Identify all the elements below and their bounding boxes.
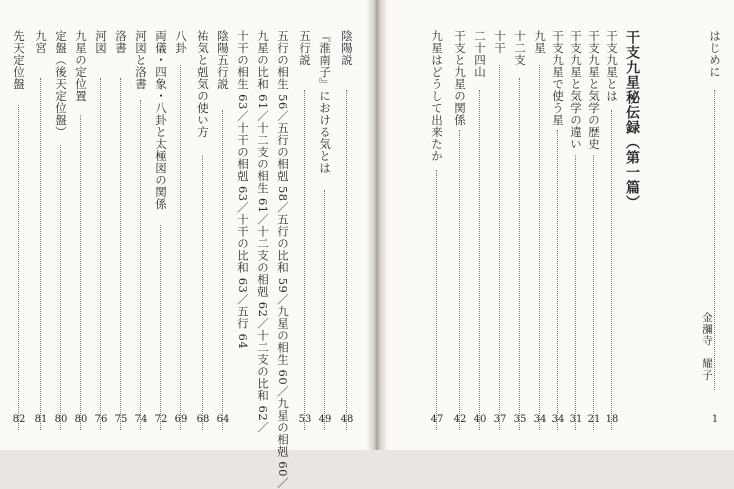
toc-entry [567, 30, 585, 445]
toc-entry [52, 30, 70, 445]
toc-intro-title: はじめに [708, 30, 722, 78]
toc-subentry [274, 30, 292, 489]
toc-leader [539, 65, 540, 430]
toc-leader [202, 155, 203, 430]
toc-entry-label: 先天定位盤 [12, 30, 26, 90]
toc-page-number: 76 [94, 414, 108, 425]
toc-entry-label: 干支九星とは [605, 30, 619, 102]
toc-page-number: 21 [587, 414, 601, 425]
toc-page-number: 64 [216, 414, 230, 425]
toc-entry [10, 30, 28, 445]
toc-section-title [623, 30, 641, 445]
toc-entry-label: 河図 [94, 30, 108, 54]
toc-entry [316, 30, 334, 445]
toc-page-number: 37 [493, 414, 507, 425]
toc-leader [346, 90, 347, 430]
author-name: 金瀰寺 耀子 [701, 312, 713, 381]
toc-entry-label: 干支九星と気学の違い [569, 30, 583, 150]
toc-entry-label: 洛書 [114, 30, 128, 54]
toc-page-number: 69 [174, 414, 188, 425]
toc-page-number: 82 [12, 414, 26, 425]
toc-subentry-label: 九星の比和 61／十二支の相生 61／十二支の相剋 62／十二支の比和 62／ [256, 30, 270, 434]
toc-entry-label: 陰陽五行説 [216, 30, 230, 90]
toc-entry-label: 九星はどうして出来たか [430, 30, 444, 162]
toc-entry [585, 30, 603, 445]
toc-page-number: 35 [513, 414, 527, 425]
toc-entry-label: 十干 [493, 30, 507, 54]
toc-entry-label: 十二支 [513, 30, 527, 66]
toc-page-number: 40 [473, 414, 487, 425]
toc-entry-label: 両儀・四象・八卦と太極図の関係 [154, 30, 168, 210]
toc-leader [80, 115, 81, 430]
toc-entry [92, 30, 110, 445]
toc-page-number: 80 [54, 414, 68, 425]
toc-entry [428, 30, 446, 445]
toc-page-number: 34 [551, 414, 565, 425]
toc-entry [32, 30, 50, 445]
toc-entry-label: 河図と洛書 [134, 30, 148, 90]
toc-entry [194, 30, 212, 445]
toc-entry-label: 九星の定位置 [74, 30, 88, 102]
toc-leader [519, 78, 520, 430]
toc-leader [160, 225, 161, 430]
toc-entry [451, 30, 469, 445]
toc-author [700, 312, 718, 402]
toc-entry [471, 30, 489, 445]
toc-entry [511, 30, 529, 445]
toc-entry-label: 二十四山 [473, 30, 487, 78]
toc-entry-label: 干支九星と気学の歴史 [587, 30, 601, 150]
toc-entry-label: 祐気と剋気の使い方 [196, 30, 210, 138]
toc-entry [214, 30, 232, 445]
toc-page-number: 34 [533, 414, 547, 425]
toc-page-number: 81 [34, 414, 48, 425]
toc-page-number: 42 [453, 414, 467, 425]
toc-entry [549, 30, 567, 445]
toc-entry [72, 30, 90, 445]
toc-leader [324, 190, 325, 430]
toc-page-number: 75 [114, 414, 128, 425]
toc-page-number: 53 [298, 414, 312, 425]
toc-subentry [234, 30, 252, 445]
toc-subentry-label: 十干の相生 63／十干の相剋 63／十干の比和 63／五行 64 [236, 30, 250, 350]
toc-entry [491, 30, 509, 445]
toc-entry [112, 30, 130, 445]
toc-leader [499, 65, 500, 430]
toc-page-number: 74 [134, 414, 148, 425]
toc-entry [603, 30, 621, 445]
toc-entry-label: 干支九星で使う星 [551, 30, 565, 126]
toc-page-number: 48 [340, 414, 354, 425]
toc-leader [575, 155, 576, 430]
toc-entry-label: 『淮南子』における気とは [318, 30, 332, 174]
toc-page-number: 72 [154, 414, 168, 425]
toc-page-number: 31 [569, 414, 583, 425]
toc-leader [60, 145, 61, 430]
toc-leader [611, 110, 612, 430]
toc-leader [436, 170, 437, 430]
toc-page-number: 80 [74, 414, 88, 425]
toc-entry-label: 五行説 [298, 30, 312, 66]
toc-leader [18, 105, 19, 430]
toc-leader [459, 130, 460, 430]
section-title: 干支九星秘伝録（第一篇） [624, 30, 640, 210]
toc-subentry [254, 30, 272, 445]
toc-entry [152, 30, 170, 445]
toc-page-number: 47 [430, 414, 444, 425]
toc-subentry-label: 五行の相生 56／五行の相剋 58／五行の比和 59／九星の相生 60／九星の相剋 60／ [276, 30, 290, 489]
toc-leader [40, 78, 41, 430]
toc-leader [180, 65, 181, 430]
toc-page-number: 18 [605, 414, 619, 425]
toc-entry-label: 八卦 [174, 30, 188, 54]
toc-entry [172, 30, 190, 445]
toc-page-number: 1 [711, 414, 719, 425]
toc-entry [296, 30, 314, 445]
toc-leader [593, 155, 594, 430]
toc-entry-label: 定盤（後天定位盤） [54, 30, 68, 138]
book-gutter [366, 0, 388, 450]
toc-leader [304, 90, 305, 430]
toc-page-number: 49 [318, 414, 332, 425]
toc-entry [338, 30, 356, 445]
toc-page-number: 68 [196, 414, 210, 425]
toc-leader [120, 78, 121, 430]
toc-entry [531, 30, 549, 445]
toc-leader [222, 110, 223, 430]
toc-entry-label: 九宮 [34, 30, 48, 54]
toc-entry-label: 九星 [533, 30, 547, 54]
toc-leader [140, 100, 141, 430]
toc-entry-label: 陰陽説 [340, 30, 354, 66]
toc-leader [100, 78, 101, 430]
toc-entry-label: 干支と九星の関係 [453, 30, 467, 126]
toc-entry [132, 30, 150, 445]
toc-leader [557, 130, 558, 430]
toc-leader [479, 90, 480, 430]
